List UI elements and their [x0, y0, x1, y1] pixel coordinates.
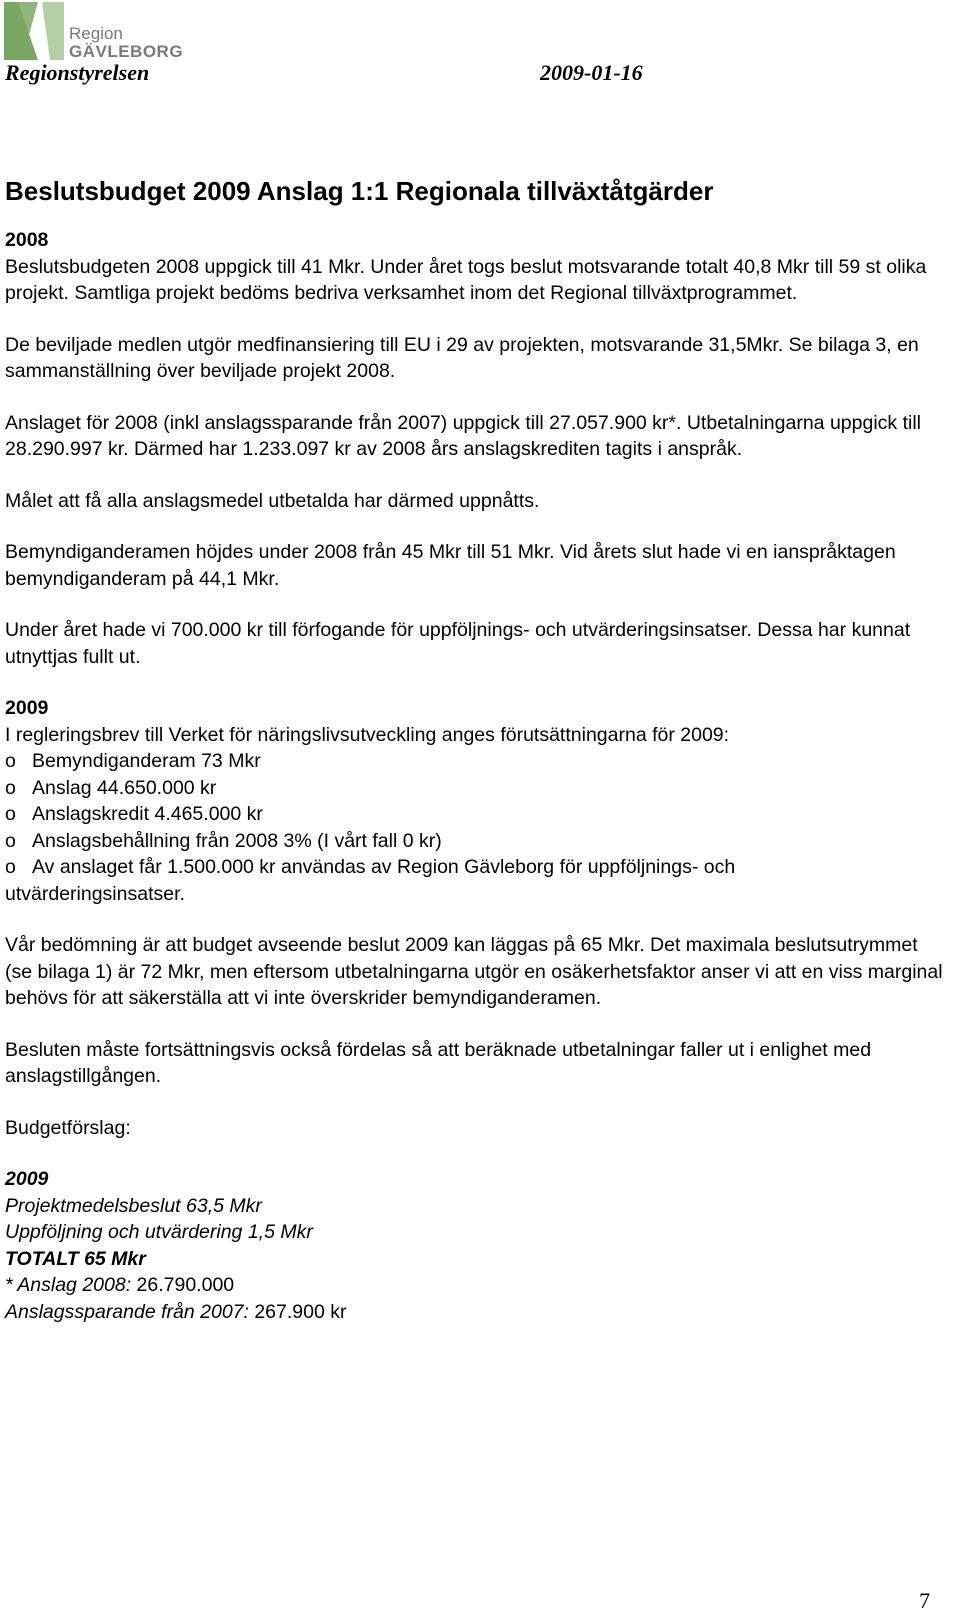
section-heading-2009: 2009 — [5, 697, 49, 719]
budget-note-sparande: Anslagssparande från 2007: 267.900 kr — [5, 1300, 347, 1323]
bullet-marker: o — [5, 829, 16, 852]
header-date: 2009-01-16 — [540, 60, 643, 85]
logo-line-region: Region — [69, 24, 123, 43]
page-number: 7 — [919, 1588, 930, 1613]
bullet-marker: o — [5, 803, 16, 825]
paragraph-2008-anslag: Anslaget för 2008 (inkl anslagssparande från 2007) uppgick till 27.057.900 kr*. Utbetalningarna uppgick till 28.290.997 kr. Därmed har 1.233.097 kr av 2008 års anslagskrediten tagits i anspråk. — [5, 411, 921, 460]
list-item: o Anslagsbehållning från 2008 3% (I vårt fall 0 kr) — [5, 828, 945, 855]
paragraph-2009-distribution: Besluten måste fortsättningsvis också fördelas så att beräknade utbetalningar faller ut i enlighet med anslagstillgången. — [5, 1038, 872, 1087]
budget-line-uppfoljning: Uppföljning och utvärdering 1,5 Mkr — [5, 1221, 313, 1243]
paragraph-2008-goal: Målet att få alla anslagsmedel utbetalda har därmed uppnåtts. — [5, 489, 540, 512]
budget-line-projekt: Projektmedelsbeslut 63,5 Mkr — [5, 1194, 262, 1217]
paragraph-2009-intro: I regleringsbrev till Verket för näringslivsutveckling anges förutsättningarna för 2009: — [5, 723, 730, 746]
list-item: o Av anslaget får 1.500.000 kr användas av Region Gävleborg för uppföljnings- och — [5, 854, 945, 881]
list-item-continuation: utvärderingsinsatser. — [5, 882, 185, 905]
paragraph-2008-eu: De beviljade medlen utgör medfinansiering till EU i 29 av projekten, motsvarande 31,5Mkr. Se bilaga 3, en sammanställning över beviljade projekt 2008. — [5, 333, 919, 382]
bullet-marker: o — [5, 776, 16, 799]
logo-mark-icon — [4, 2, 66, 60]
paragraph-2009-assessment: Vår bedömning är att budget avseende beslut 2009 kan läggas på 65 Mkr. Det maximala beslutsutrymmet (se bilaga 1) är 72 Mkr, men eftersom utbetalningarna utgör en osäkerhetsfaktor anser vi att en viss marginal behövs för att säkerställa att vi inte överskrider bemyndiganderamen. — [5, 934, 943, 1009]
bullet-marker: o — [5, 856, 16, 878]
bullet-marker: o — [5, 750, 16, 772]
logo-line-gavleborg: GÄVLEBORG — [69, 42, 184, 61]
document-title: Beslutsbudget 2009 Anslag 1:1 Regionala tillväxtåtgärder — [5, 176, 714, 206]
section-heading-2008: 2008 — [5, 229, 49, 251]
budget-year: 2009 — [5, 1168, 49, 1190]
budget-total: TOTALT 65 Mkr — [5, 1247, 146, 1270]
paragraph-2008-uppfoljning: Under året hade vi 700.000 kr till förfogande för uppföljnings- och utvärderingsinsatser. Dessa har kunnat utnyttjas fullt ut. — [5, 619, 911, 668]
paragraph-2008-bemyndigande: Bemyndiganderamen höjdes under 2008 från 45 Mkr till 51 Mkr. Vid årets slut hade vi en ianspråktagen bemyndiganderam på 44,1 Mkr. — [5, 541, 896, 590]
bullet-list — [5, 748, 945, 907]
budget-note-anslag: * Anslag 2008: 26.790.000 — [5, 1274, 235, 1296]
budget-proposal — [5, 1166, 945, 1325]
list-item: o Bemyndiganderam 73 Mkr — [5, 748, 945, 775]
list-item: o Anslagskredit 4.465.000 kr — [5, 801, 945, 828]
list-item: o Anslag 44.650.000 kr — [5, 775, 945, 802]
header-organization: Regionstyrelsen — [5, 60, 150, 85]
budget-label: Budgetförslag: — [5, 1116, 131, 1139]
region-gavleborg-logo — [4, 2, 184, 61]
paragraph-2008-budget: Beslutsbudgeten 2008 uppgick till 41 Mkr. Under året togs beslut motsvarande totalt 40,8 Mkr till 59 st olika projekt. Samtliga projekt bedöms bedriva verksamhet inom det Regional tillväxtprogrammet. — [5, 255, 927, 304]
document-body — [5, 227, 945, 1325]
